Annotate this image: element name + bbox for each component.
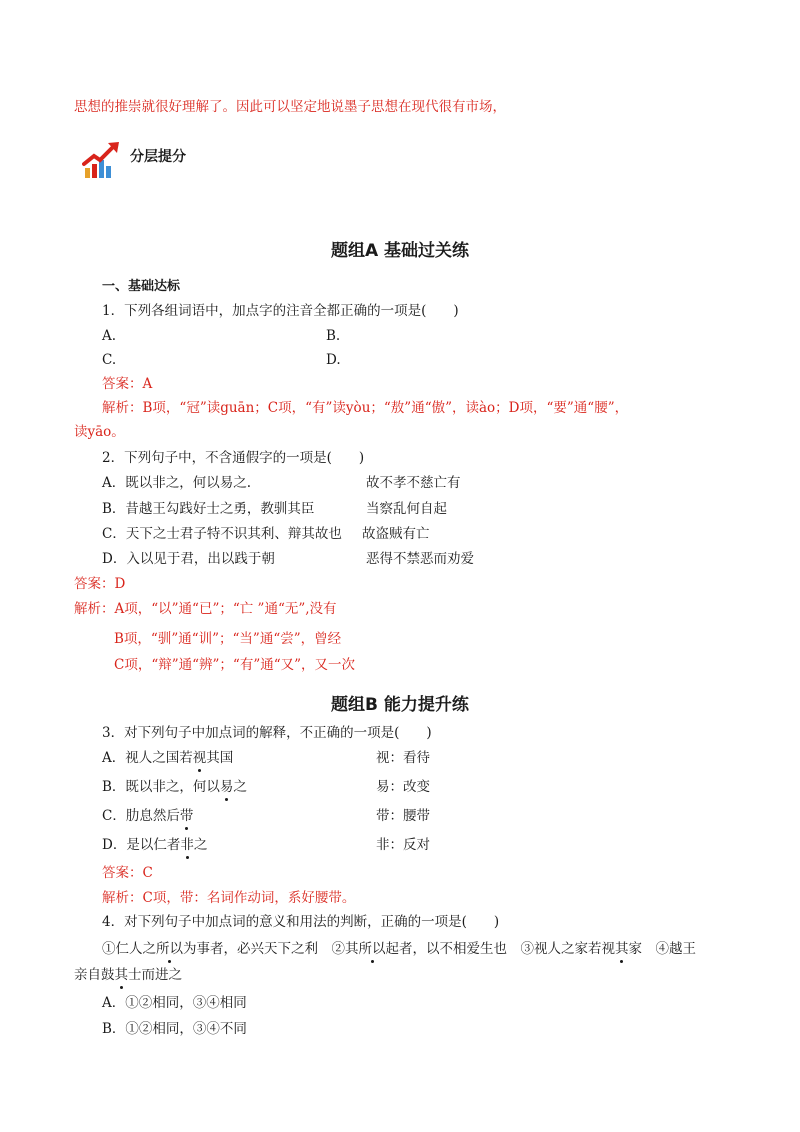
growth-chart-icon xyxy=(82,140,122,180)
q3-option-c-dotted-word: 带 xyxy=(179,808,194,824)
q3-stem: 3．对下列句子中加点词的解释，不正确的一项是( ) xyxy=(102,725,432,741)
q4-s4-post: 士而进之 xyxy=(128,967,182,983)
q4-s3-post: 家 ④越王 xyxy=(628,941,696,957)
q3-option-b-right: 易：改变 xyxy=(376,779,430,795)
q1-option-b: B. xyxy=(326,328,341,344)
q4-s3-dotted-word: 其 xyxy=(615,941,629,957)
q4-option-b: B．①②相同，③④不同 xyxy=(102,1021,247,1037)
q1-analysis-line1: 解析：B项，“冠”读guān；C项，“有”读yòu；“敖”通“傲”，读ào；D项，“要”通“腰”， xyxy=(102,400,629,416)
q3-option-a-right: 视：看待 xyxy=(376,750,430,766)
q2-option-a: A．既以非之，何以易之. xyxy=(102,475,252,491)
q4-s1-pre: ①仁人之 xyxy=(102,941,156,957)
section-logo-label: 分层提分 xyxy=(130,149,186,165)
q4-sentences-line2 xyxy=(74,966,182,984)
q2-answer: 答案：D xyxy=(74,576,126,592)
q4-s4-dotted-word: 其 xyxy=(114,967,128,983)
q3-option-d-post: 之 xyxy=(193,837,208,853)
q2-option-a-right: 故不孝不慈亡有 xyxy=(366,475,461,491)
q4-s2-post: 起者，以不相爱生也 ③视人之家若视 xyxy=(385,941,615,957)
q2-option-d-right: 恶得不禁恶而劝爱 xyxy=(366,551,474,567)
q3-analysis: 解析：C项，带：名词作动词，系好腰带。 xyxy=(102,890,356,906)
intro-text: 思想的推崇就很好理解了。因此可以坚定地说墨子思想在现代很有市场， xyxy=(74,99,506,115)
q4-option-a: A．①②相同，③④相同 xyxy=(102,995,247,1011)
q2-analysis-line1: 解析：A项，“以”通“已”；“亡 ”通“无”,没有 xyxy=(74,601,337,617)
q4-s1-dotted-word: 所以 xyxy=(156,941,183,957)
basic-sub-heading: 一、基础达标 xyxy=(102,279,181,294)
q3-option-b-pre: B．既以非之，何以 xyxy=(102,779,220,795)
q2-option-b-right: 当察乱何自起 xyxy=(366,501,447,517)
q3-answer: 答案：C xyxy=(102,865,153,881)
q3-option-c-pre: C．肋息然后 xyxy=(102,808,180,824)
q3-option-a-pre: A．视人之国若 xyxy=(102,750,193,766)
q1-answer: 答案：A xyxy=(102,376,153,392)
q1-stem: 1．下列各组词语中，加点字的注音全都正确的一项是( ) xyxy=(102,303,459,319)
q1-option-a: A. xyxy=(102,328,117,344)
q4-s2-dotted-word: 所以 xyxy=(358,941,386,957)
q3-option-d-right: 非：反对 xyxy=(376,837,430,853)
q3-option-c-right: 带：腰带 xyxy=(376,808,430,824)
q1-option-c: C. xyxy=(102,352,117,368)
q4-sentences-line1 xyxy=(102,940,696,958)
q4-s4-pre: 亲自鼓 xyxy=(74,967,115,983)
q2-option-d: D．入以见于君，出以践于朝 xyxy=(102,551,275,567)
q1-option-d: D. xyxy=(326,352,341,368)
q3-option-d-pre: D．是以仁者 xyxy=(102,837,181,853)
q3-option-b xyxy=(102,778,247,796)
group-b-title: 题组B 能力提升练 xyxy=(331,695,469,715)
section-logo xyxy=(82,140,122,180)
q3-option-a-dotted-word: 视 xyxy=(192,750,207,766)
q2-option-b: B．昔越王勾践好士之勇，教驯其臣 xyxy=(102,501,315,517)
q3-option-b-post: 之 xyxy=(233,779,247,795)
q3-option-a-post: 其国 xyxy=(206,750,234,766)
q3-option-d-dotted-word: 非 xyxy=(180,837,194,853)
q3-option-c xyxy=(102,807,193,825)
q2-analysis-line3: C项，“辩”通“辨”；“有”通“又”，又一次 xyxy=(114,657,356,673)
q4-s1-post: 为事者，必兴天下之利 ②其 xyxy=(183,941,359,957)
q3-option-b-dotted-word: 易 xyxy=(219,779,234,795)
q3-option-d xyxy=(102,836,207,854)
q2-option-c: C．天下之士君子特不识其利、辩其故也 xyxy=(102,526,342,542)
q2-stem: 2．下列句子中，不含通假字的一项是( ) xyxy=(102,450,365,466)
q2-option-c-right: 故盗贼有亡 xyxy=(362,526,430,542)
group-a-title: 题组A 基础过关练 xyxy=(330,241,470,261)
q1-analysis-line2: 读yāo。 xyxy=(74,424,125,440)
q4-stem: 4．对下列句子中加点词的意义和用法的判断，正确的一项是( ) xyxy=(102,914,500,930)
q2-analysis-line2: B项，“驯”通“训”；“当”通“尝”，曾经 xyxy=(114,631,342,647)
q3-option-a xyxy=(102,749,233,767)
